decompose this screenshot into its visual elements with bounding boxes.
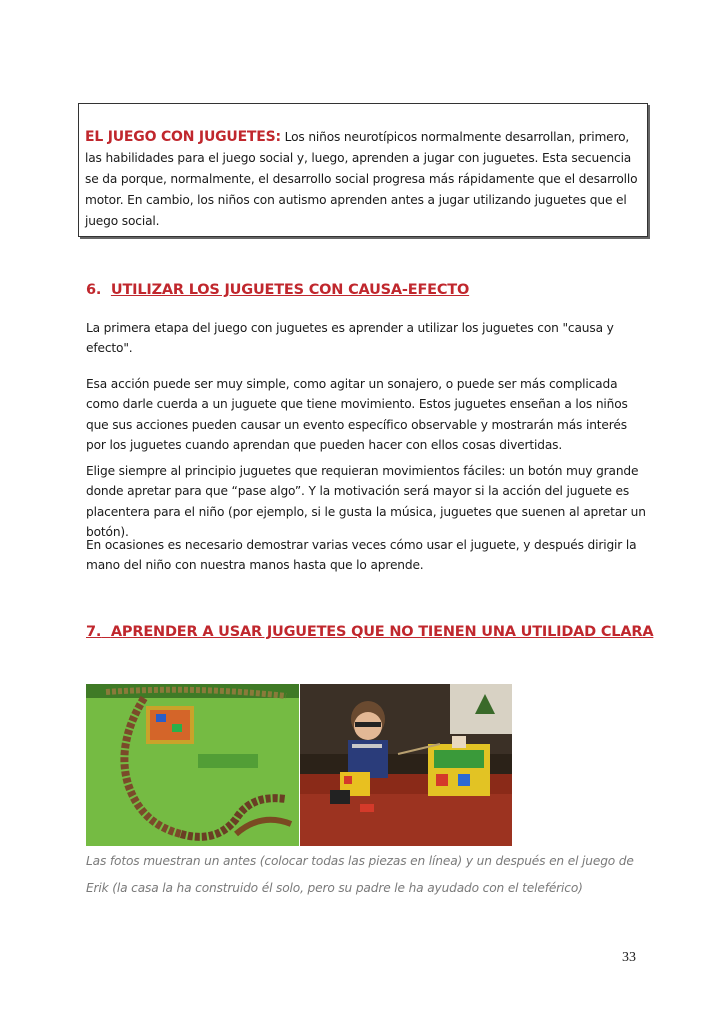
- callout-lead: EL JUEGO CON JUGUETES:: [85, 129, 281, 145]
- section-7-heading: [86, 624, 653, 640]
- section-6-heading: [86, 282, 469, 298]
- section-6-paragraph-2: Esa acción puede ser muy simple, como agitar un sonajero, o puede ser más complicada como darle cuerda a un juguete que tiene movimiento. Estos juguetes enseñan a los niños que sus acciones pueden causar un evento específico observable y mostrarán más interés por los juguetes cuando aprendan que pueden hacer con ellos cosas divertidas.: [86, 377, 628, 453]
- photo-toys-in-line: [86, 684, 299, 846]
- section-7-number: 7.: [86, 624, 102, 640]
- section-6-title: UTILIZAR LOS JUGUETES CON CAUSA-EFECTO: [110, 282, 470, 298]
- photo-caption: Las fotos muestran un antes (colocar todas las piezas en línea) y un después en el juego de Erik (la casa la ha construido él solo, pero su padre le ha ayudado con el teleférico): [86, 854, 634, 895]
- section-7-title: APRENDER A USAR JUGUETES QUE NO TIENEN UNA UTILIDAD CLARA: [110, 624, 654, 640]
- callout-text: Los niños neurotípicos normalmente desarrollan, primero, las habilidades para el juego social y, luego, aprenden a jugar con juguetes. Esta secuencia se da porque, normalmente, el desarrollo social progresa más rápidamente que el desarrollo motor. En cambio, los niños con autismo aprenden antes a jugar utilizando juguetes que el juego social.: [85, 130, 638, 228]
- callout-box: [78, 103, 648, 237]
- photo-child-with-lego-house: [300, 684, 512, 846]
- section-6-paragraph-4: En ocasiones es necesario demostrar varias veces cómo usar el juguete, y después dirigir la mano del niño con nuestra manos hasta que lo aprende.: [86, 538, 637, 573]
- section-6-number: 6.: [86, 282, 102, 298]
- page-number: 33: [622, 950, 636, 965]
- section-6-paragraph-1: La primera etapa del juego con juguetes es aprender a utilizar los juguetes con "causa y efecto".: [86, 321, 614, 356]
- section-6-paragraph-3: Elige siempre al principio juguetes que requieran movimientos fáciles: un botón muy grande donde apretar para que “pase algo”. Y la motivación será mayor si la acción del juguete es placentera para el niño (por ejemplo, si le gusta la música, juguetes que suenen al apretar un botón).: [86, 464, 646, 540]
